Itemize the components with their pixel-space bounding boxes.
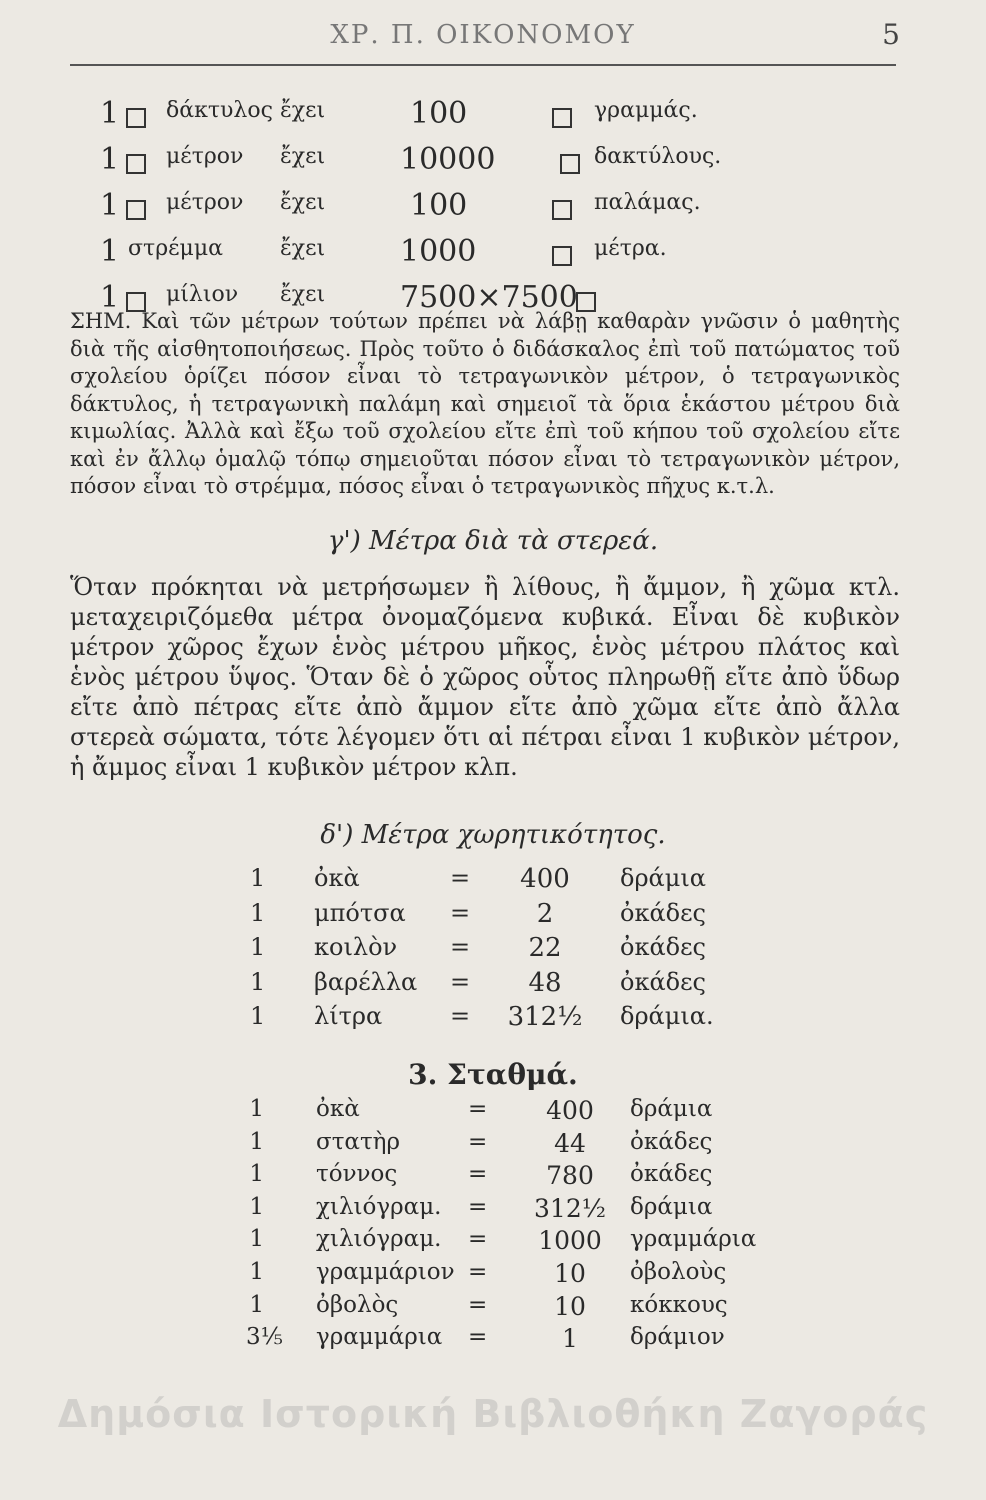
unit-count: 1 <box>100 188 120 223</box>
table-row <box>250 1292 850 1325</box>
row-unit: κοιλὸν <box>314 933 398 961</box>
table-row <box>250 1096 850 1129</box>
unit-value: 1000 <box>400 234 477 269</box>
row-target: γραμμάρια <box>630 1226 757 1253</box>
row-target: δράμια. <box>620 1002 714 1030</box>
row-unit: λίτρα <box>314 1002 383 1030</box>
area-unit-row <box>100 230 860 276</box>
row-target: κόκκους <box>630 1291 728 1318</box>
row-unit: χιλιόγραμ. <box>316 1226 442 1253</box>
row-target: ὀκάδες <box>630 1128 713 1155</box>
unit-count: 1 <box>100 96 120 131</box>
table-row <box>246 1324 850 1357</box>
row-count: 1 <box>250 864 266 892</box>
unit-name: μέτρον <box>166 190 244 215</box>
row-count: 1 <box>250 898 266 927</box>
equals-sign: = <box>468 1226 488 1253</box>
unit-target: παλάμας. <box>594 190 701 215</box>
row-value: 312½ <box>507 1002 583 1032</box>
table-row <box>250 1161 850 1194</box>
table-row <box>250 1259 850 1292</box>
row-value: 44 <box>554 1128 586 1158</box>
row-target: δράμια <box>630 1096 713 1122</box>
unit-value: 10000 <box>400 142 496 177</box>
section-title-capacity: δ') Μέτρα χωρητικότητος. <box>320 820 666 850</box>
square-symbol-icon <box>126 154 146 174</box>
square-symbol-icon <box>552 246 572 266</box>
area-unit-row <box>100 184 860 230</box>
area-unit-row <box>100 92 860 138</box>
table-row <box>250 1226 850 1259</box>
row-value: 48 <box>528 967 562 998</box>
row-target: ὀβολοὺς <box>630 1258 727 1285</box>
table-row <box>250 968 810 1003</box>
unit-name: στρέμμα <box>128 236 223 261</box>
row-unit: τόννος <box>316 1161 398 1188</box>
table-row <box>250 933 810 968</box>
page-header <box>70 18 900 66</box>
running-title: ΧΡ. Π. ΟΙΚΟΝΟΜΟΥ <box>330 20 636 50</box>
row-value: 1000 <box>538 1226 602 1256</box>
unit-target: μέτρα. <box>594 236 667 261</box>
row-value: 2 <box>536 898 554 929</box>
table-row <box>250 1002 810 1037</box>
row-value: 22 <box>528 933 562 963</box>
table-row <box>250 1129 850 1162</box>
equals-sign: = <box>468 1291 488 1318</box>
unit-verb: ἔχει <box>280 190 326 215</box>
area-units-list <box>100 92 860 322</box>
row-target: δράμιον <box>630 1324 725 1351</box>
equals-sign: = <box>468 1161 488 1188</box>
row-value: 312½ <box>534 1193 606 1223</box>
solids-paragraph: Ὅταν πρόκηται νὰ μετρήσωμεν ἢ λίθους, ἢ ἄμμον, ἢ χῶμα κτλ. μεταχειριζόμεθα μέτρα ὀνομαζόμενα κυβικά. Εἶναι δὲ κυβικὸν μέτρον χῶρος ἔχων ἑνὸς μέτρου μῆκος, ἑνὸς μέτρου πλάτος καὶ ἑνὸς μέτρου ὕψος. Ὅταν δὲ ὁ χῶρος οὗτος πληρωθῇ εἴτε ἀπὸ ὕδωρ εἴτε ἀπὸ πέτρας εἴτε ἀπὸ ἄμμον εἴτε ἀπὸ χῶμα εἴτε ἀπὸ ἄλλα στερεὰ σώματα, τότε λέγομεν ὅτι αἱ πέτραι εἶναι 1 κυβικὸν μέτρον, ἡ ἄμμος εἶναι 1 κυβικὸν μέτρον κλπ. <box>70 573 900 781</box>
row-unit: ὀκὰ <box>314 864 360 892</box>
equals-sign: = <box>450 1002 471 1030</box>
row-unit: γραμμάριον <box>316 1258 455 1285</box>
row-count: 1 <box>249 1258 264 1285</box>
section-title-solids: γ') Μέτρα διὰ τὰ στερεά. <box>327 526 659 556</box>
unit-name: δάκτυλος <box>166 98 273 123</box>
table-row <box>250 899 810 934</box>
equals-sign: = <box>450 967 471 996</box>
row-count: 1 <box>249 1161 264 1188</box>
row-unit: βαρέλλα <box>314 967 418 996</box>
square-symbol-icon <box>126 108 146 128</box>
unit-value: 100 <box>410 96 468 131</box>
row-count: 3⅕ <box>246 1324 283 1351</box>
row-target: δράμια <box>620 864 706 892</box>
row-value: 10 <box>554 1258 586 1288</box>
equals-sign: = <box>468 1096 488 1122</box>
row-target: ὀκάδες <box>620 967 706 996</box>
row-target: δράμια <box>630 1193 713 1220</box>
row-count: 1 <box>249 1096 264 1122</box>
row-unit: ὀβολὸς <box>316 1291 399 1318</box>
equals-sign: = <box>468 1258 488 1285</box>
square-symbol-icon <box>126 200 146 220</box>
unit-verb: ἔχει <box>280 282 326 307</box>
row-target: ὀκάδες <box>620 898 706 927</box>
row-value: 10 <box>554 1291 586 1321</box>
table-row <box>250 864 810 899</box>
row-unit: χιλιόγραμ. <box>316 1193 442 1220</box>
capacity-table <box>250 864 810 1037</box>
row-target: ὀκάδες <box>630 1161 713 1188</box>
equals-sign: = <box>468 1128 488 1155</box>
unit-count: 1 <box>100 280 120 315</box>
row-unit: μπότσα <box>314 898 406 927</box>
row-unit: γραμμάρια <box>316 1324 443 1351</box>
unit-verb: ἔχει <box>280 236 326 261</box>
unit-name: μέτρον <box>166 144 244 169</box>
equals-sign: = <box>450 898 471 927</box>
weights-table <box>246 1096 850 1357</box>
row-count: 1 <box>249 1193 264 1220</box>
unit-name: μίλιον <box>166 282 239 307</box>
row-count: 1 <box>249 1226 264 1253</box>
unit-value: 7500×7500 <box>400 280 578 315</box>
note-paragraph: ΣΗΜ. Καὶ τῶν μέτρων τούτων πρέπει νὰ λάβῃ καθαρὰν γνῶσιν ὁ μαθητὴς διὰ τῆς αἰσθητοποιήσεως. Πρὸς τοῦτο ὁ διδάσκαλος ἐπὶ τοῦ πατώματος τοῦ σχολείου ὁρίζει πόσον εἶναι τὸ τετραγωνικὸν μέτρον, ὁ τετραγωνικὸς δάκτυλος, ἡ τετραγωνικὴ παλάμη καὶ σημειοῖ τὰ ὅρια ἑκάστου μέτρου διὰ κιμωλίας. Ἀλλὰ καὶ ἔξω τοῦ σχολείου εἴτε ἐπὶ τοῦ κήπου τοῦ σχολείου εἴτε καὶ ἐν ἄλλῳ ὁμαλῷ τόπῳ σημειοῦται πόσον εἶναι τὸ τετραγωνικὸν μέτρον, πόσον εἶναι τὸ στρέμμα, πόσος εἶναι ὁ τετραγωνικὸς πῆχυς κ.τ.λ. <box>70 309 900 498</box>
row-unit: στατὴρ <box>316 1128 400 1155</box>
row-count: 1 <box>250 967 266 996</box>
equals-sign: = <box>468 1324 488 1351</box>
unit-verb: ἔχει <box>280 98 326 123</box>
unit-count: 1 <box>100 142 120 177</box>
unit-target: δακτύλους. <box>594 144 722 169</box>
unit-target: γραμμάς. <box>594 98 698 123</box>
row-value: 780 <box>546 1161 594 1191</box>
area-unit-row <box>100 138 860 184</box>
row-count: 1 <box>250 933 266 961</box>
row-count: 1 <box>249 1291 264 1318</box>
row-target: ὀκάδες <box>620 933 706 961</box>
unit-count: 1 <box>100 234 120 269</box>
equals-sign: = <box>450 864 471 892</box>
row-count: 1 <box>250 1002 266 1030</box>
library-watermark: Δημόσια Ιστορική Βιβλιοθήκη Ζαγοράς <box>57 1392 929 1436</box>
page-number: 5 <box>882 18 900 51</box>
square-symbol-icon <box>560 154 580 174</box>
square-symbol-icon <box>552 200 572 220</box>
section-title-weights: 3. Σταθμά. <box>408 1058 578 1091</box>
row-count: 1 <box>249 1128 264 1155</box>
row-value: 400 <box>520 864 570 894</box>
unit-value: 100 <box>410 188 468 223</box>
unit-verb: ἔχει <box>280 144 326 169</box>
table-row <box>250 1194 850 1227</box>
row-value: 1 <box>562 1324 578 1354</box>
row-unit: ὀκὰ <box>316 1096 360 1122</box>
row-value: 400 <box>546 1096 594 1125</box>
equals-sign: = <box>450 933 471 961</box>
equals-sign: = <box>468 1193 488 1220</box>
square-symbol-icon <box>552 108 572 128</box>
